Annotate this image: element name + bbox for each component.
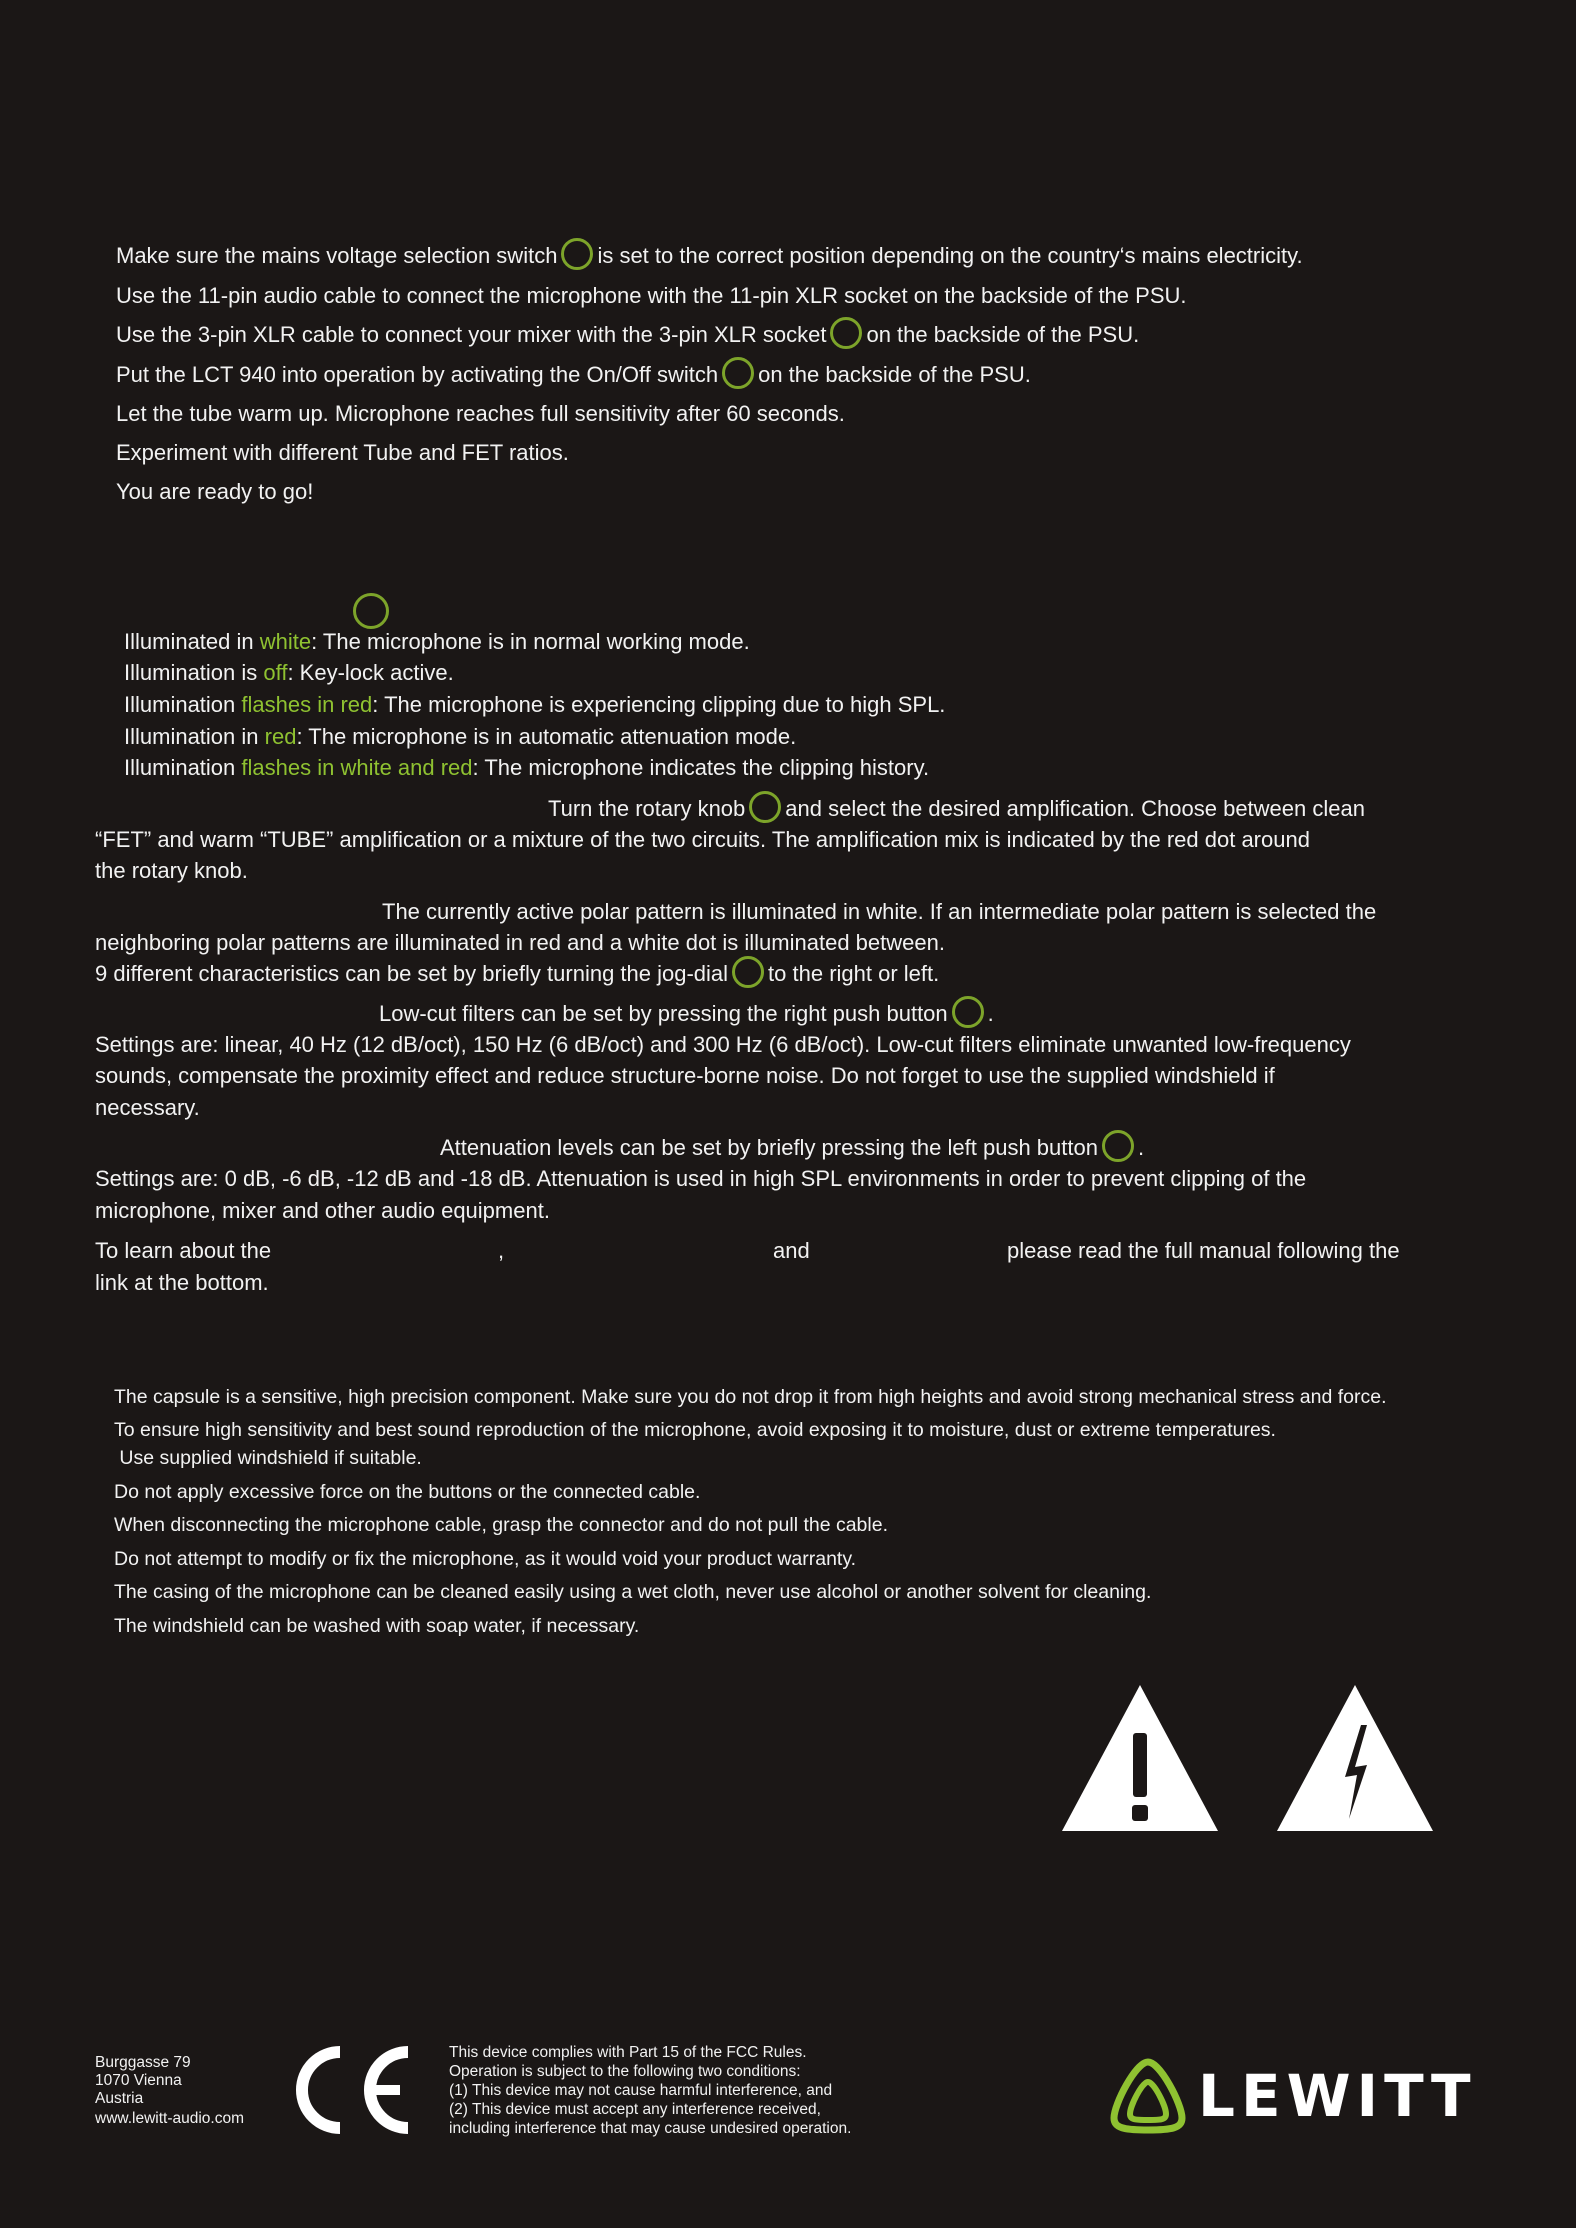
xlr-socket-marker-icon [830,317,862,349]
warning-electric-icon [1275,1683,1435,1833]
warning-exclamation-icon [1060,1683,1220,1833]
lowcut-line-3: sounds, compensate the proximity effect and reduce structure-borne noise. Do not forget to use the supplied windshield if [95,1063,1275,1088]
learn-part-4: please read the full manual following the [1007,1238,1400,1263]
lewitt-logo [1108,2058,1477,2134]
lowcut-line-2: Settings are: linear, 40 Hz (12 dB/oct), 150 Hz (6 dB/oct) and 300 Hz (6 dB/oct). Low-cut filters eliminate unwanted low-frequency [95,1032,1351,1057]
setup-step-7: You are ready to go! [116,479,314,504]
setup-step-4: Put the LCT 940 into operation by activating the On/Off switch on the backside of the PSU. [116,360,1031,390]
polar-line-2: neighboring polar patterns are illuminated in red and a white dot is illuminated between. [95,930,945,955]
care-item: Use supplied windshield if suitable. [114,1447,422,1469]
setup-step-5: Let the tube warm up. Microphone reaches full sensitivity after 60 seconds. [116,401,845,426]
setup-step-1: Make sure the mains voltage selection switch is set to the correct position depending on the country‘s mains electricity. [116,241,1303,271]
illumination-item: Illumination flashes in white and red: The microphone indicates the clipping history. [124,755,930,780]
amplification-line-2: “FET” and warm “TUBE” amplification or a mixture of the two circuits. The amplification mix is indicated by the red dot around [95,827,1310,852]
illumination-item: Illumination in red: The microphone is in automatic attenuation mode. [124,724,797,749]
attenuation-line-2: Settings are: 0 dB, -6 dB, -12 dB and -18 dB. Attenuation is used in high SPL environments in order to prevent clipping of the [95,1166,1307,1191]
illumination-item: Illumination flashes in red: The microphone is experiencing clipping due to high SPL. [124,692,946,717]
care-item: Do not apply excessive force on the buttons or the connected cable. [114,1481,701,1503]
right-button-marker-icon [952,996,984,1028]
attenuation-line-3: microphone, mixer and other audio equipment. [95,1198,550,1223]
illumination-item: Illuminated in white: The microphone is in normal working mode. [124,629,750,654]
attenuation-line-1: Attenuation levels can be set by briefly pressing the left push button . [440,1133,1144,1163]
care-item: The casing of the microphone can be cleaned easily using a wet cloth, never use alcohol or another solvent for cleaning. [114,1581,1152,1603]
lowcut-line-1: Low-cut filters can be set by pressing the right push button . [379,999,994,1029]
care-item: The windshield can be washed with soap water, if necessary. [114,1615,640,1637]
learn-part-3: and [773,1238,810,1263]
care-item: The capsule is a sensitive, high precision component. Make sure you do not drop it from high heights and avoid strong mechanical stress and force. [114,1386,1387,1408]
polar-line-3: 9 different characteristics can be set by briefly turning the jog-dial to the right or left. [95,959,939,989]
left-button-marker-icon [1102,1130,1134,1162]
care-item: To ensure high sensitivity and best sound reproduction of the microphone, avoid exposing it to moisture, dust or extreme temperatures. [114,1419,1276,1441]
lowcut-line-4: necessary. [95,1095,200,1120]
fcc-line: Operation is subject to the following two conditions: [449,2063,801,2080]
fcc-line: (2) This device must accept any interference received, [449,2101,821,2118]
address-line: Austria [95,2090,144,2107]
learn-part-2: , [498,1238,505,1263]
mains-switch-marker-icon [561,238,593,270]
polar-line-1: The currently active polar pattern is illuminated in white. If an intermediate polar pattern is selected the [382,899,1377,924]
fcc-line: (1) This device may not cause harmful interference, and [449,2082,833,2099]
jog-dial-marker-icon [732,956,764,988]
setup-step-2: Use the 11-pin audio cable to connect the microphone with the 11-pin XLR socket on the backside of the PSU. [116,283,1187,308]
amplification-line-1: Turn the rotary knob and select the desired amplification. Choose between clean [548,794,1365,824]
brand-name: LEWITT [1198,2062,1477,2130]
fcc-line: This device complies with Part 15 of the FCC Rules. [449,2044,807,2061]
address-line: Burggasse 79 [95,2054,191,2071]
amplification-line-3: the rotary knob. [95,858,248,883]
lewitt-logo-icon [1108,2058,1188,2134]
rotary-knob-marker-icon [749,791,781,823]
learn-part-1: To learn about the [95,1238,272,1263]
fcc-line: including interference that may cause undesired operation. [449,2120,852,2137]
ce-mark-icon [290,2044,415,2136]
illumination-item: Illumination is off: Key-lock active. [124,660,454,685]
website-link[interactable]: www.lewitt-audio.com [95,2110,245,2127]
learn-line-2: link at the bottom. [95,1270,269,1295]
care-item: When disconnecting the microphone cable, grasp the connector and do not pull the cable. [114,1514,889,1536]
power-switch-marker-icon [722,357,754,389]
address-line: 1070 Vienna [95,2072,182,2089]
setup-step-3: Use the 3-pin XLR cable to connect your mixer with the 3-pin XLR socket on the backside of the PSU. [116,320,1139,350]
display-marker-icon [353,593,389,629]
setup-step-6: Experiment with different Tube and FET ratios. [116,440,569,465]
care-item: Do not attempt to modify or fix the microphone, as it would void your product warranty. [114,1548,857,1570]
